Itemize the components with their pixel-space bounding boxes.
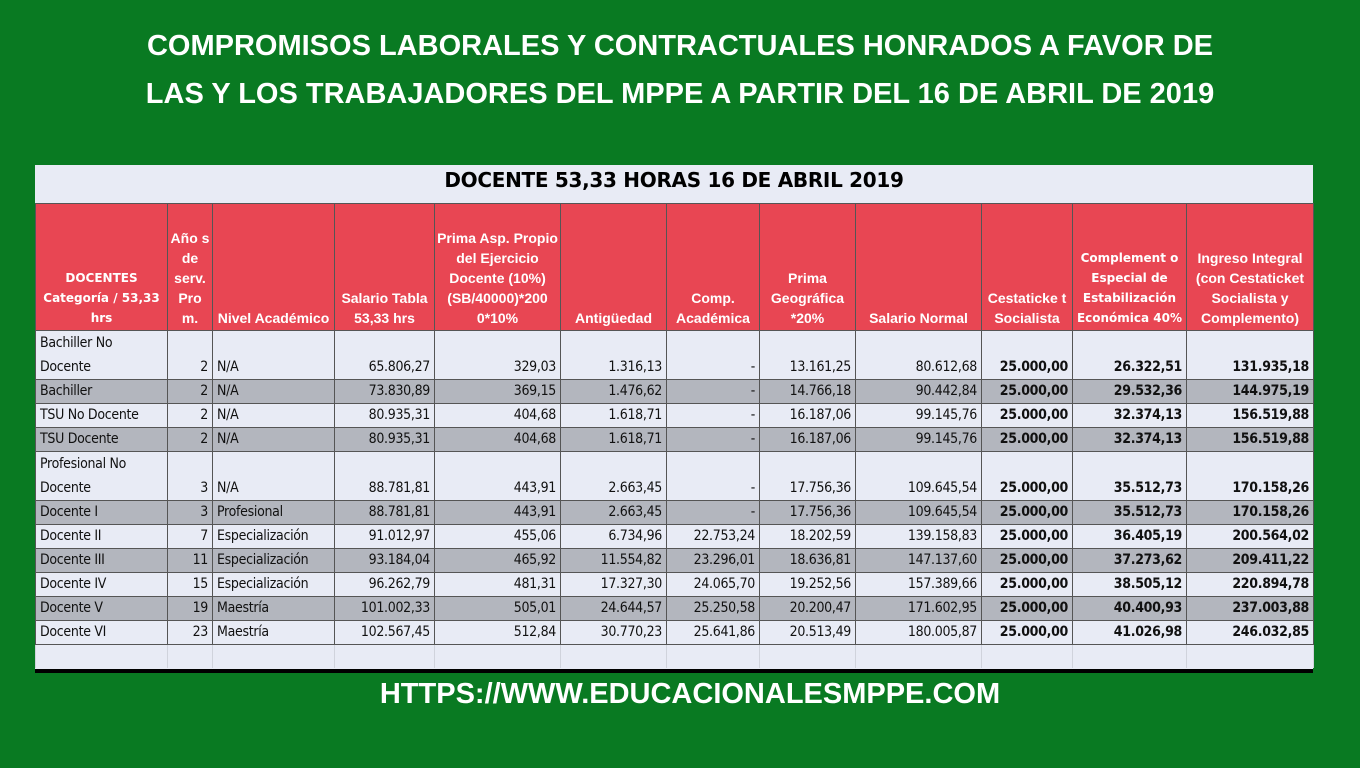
- table-cell: 25.000,00: [982, 331, 1073, 380]
- table-cell: Docente V: [36, 597, 168, 621]
- table-cell: 29.532,36: [1073, 380, 1187, 404]
- column-header: Complement o Especial de Estabilización Económica 40%: [1073, 204, 1187, 331]
- column-header: Salario Normal: [856, 204, 982, 331]
- empty-row: [36, 645, 1314, 669]
- table-cell: 2: [168, 404, 213, 428]
- table-cell: 40.400,93: [1073, 597, 1187, 621]
- column-header: Salario Tabla 53,33 hrs: [335, 204, 435, 331]
- table-cell: 32.374,13: [1073, 404, 1187, 428]
- table-cell: 99.145,76: [856, 404, 982, 428]
- table-cell: 23: [168, 621, 213, 645]
- table-cell: 443,91: [435, 501, 561, 525]
- table-cell: 512,84: [435, 621, 561, 645]
- table-bottom-border: [35, 668, 1313, 673]
- table-cell: 147.137,60: [856, 549, 982, 573]
- table-row: [36, 404, 1314, 428]
- table-cell: 156.519,88: [1187, 428, 1314, 452]
- table-cell: TSU Docente: [36, 428, 168, 452]
- table-cell: Profesional: [213, 501, 335, 525]
- table-cell: 65.806,27: [335, 331, 435, 380]
- table-cell: 139.158,83: [856, 525, 982, 549]
- table-cell: -: [667, 380, 760, 404]
- table-cell: 17.327,30: [561, 573, 667, 597]
- table-cell: 200.564,02: [1187, 525, 1314, 549]
- table-cell: 1.476,62: [561, 380, 667, 404]
- table-cell: 7: [168, 525, 213, 549]
- table-cell: 209.411,22: [1187, 549, 1314, 573]
- table-cell: N/A: [213, 331, 335, 380]
- table-cell: Especialización: [213, 549, 335, 573]
- empty-cell: [1073, 645, 1187, 669]
- table-cell: 22.753,24: [667, 525, 760, 549]
- table-cell: Docente VI: [36, 621, 168, 645]
- table-cell: 144.975,19: [1187, 380, 1314, 404]
- empty-cell: [1187, 645, 1314, 669]
- table-cell: Especialización: [213, 573, 335, 597]
- table-cell: 17.756,36: [760, 452, 856, 501]
- table-cell: 16.187,06: [760, 404, 856, 428]
- table-cell: -: [667, 452, 760, 501]
- table-cell: 17.756,36: [760, 501, 856, 525]
- table-cell: 14.766,18: [760, 380, 856, 404]
- table-cell: -: [667, 404, 760, 428]
- table-cell: Maestría: [213, 621, 335, 645]
- table-cell: 11.554,82: [561, 549, 667, 573]
- table-cell: 465,92: [435, 549, 561, 573]
- table-cell: 25.000,00: [982, 621, 1073, 645]
- table-cell: 404,68: [435, 428, 561, 452]
- table-cell: 505,01: [435, 597, 561, 621]
- empty-cell: [561, 645, 667, 669]
- table-cell: TSU No Docente: [36, 404, 168, 428]
- table-cell: 2: [168, 380, 213, 404]
- table-cell: 171.602,95: [856, 597, 982, 621]
- table-cell: Docente II: [36, 525, 168, 549]
- table-cell: 180.005,87: [856, 621, 982, 645]
- table-cell: 25.000,00: [982, 549, 1073, 573]
- table-cell: 2: [168, 331, 213, 380]
- table-cell: 15: [168, 573, 213, 597]
- table-cell: 404,68: [435, 404, 561, 428]
- table-row: [36, 573, 1314, 597]
- table-cell: 25.000,00: [982, 501, 1073, 525]
- table-cell: 91.012,97: [335, 525, 435, 549]
- table-cell: 26.322,51: [1073, 331, 1187, 380]
- table-cell: 25.000,00: [982, 380, 1073, 404]
- column-header: Cestaticke t Socialista: [982, 204, 1073, 331]
- table-cell: Bachiller No Docente: [36, 331, 168, 380]
- table-cell: 170.158,26: [1187, 501, 1314, 525]
- empty-cell: [667, 645, 760, 669]
- table-cell: 109.645,54: [856, 452, 982, 501]
- table-cell: 25.000,00: [982, 525, 1073, 549]
- page-title: [0, 22, 1360, 118]
- table-cell: 41.026,98: [1073, 621, 1187, 645]
- table-cell: Maestría: [213, 597, 335, 621]
- table-cell: N/A: [213, 380, 335, 404]
- salary-table-panel: [35, 165, 1313, 673]
- table-row: [36, 331, 1314, 380]
- empty-cell: [36, 645, 168, 669]
- table-row: [36, 597, 1314, 621]
- table-cell: 25.250,58: [667, 597, 760, 621]
- table-cell: 88.781,81: [335, 452, 435, 501]
- table-cell: 2.663,45: [561, 501, 667, 525]
- table-cell: 30.770,23: [561, 621, 667, 645]
- table-cell: 3: [168, 501, 213, 525]
- column-header: Prima Geográfica *20%: [760, 204, 856, 331]
- column-header: DOCENTES Categoría / 53,33 hrs: [36, 204, 168, 331]
- empty-cell: [335, 645, 435, 669]
- table-cell: 25.000,00: [982, 452, 1073, 501]
- table-cell: 73.830,89: [335, 380, 435, 404]
- table-row: [36, 428, 1314, 452]
- empty-cell: [760, 645, 856, 669]
- table-cell: 19: [168, 597, 213, 621]
- table-cell: 170.158,26: [1187, 452, 1314, 501]
- table-cell: 80.612,68: [856, 331, 982, 380]
- table-cell: 80.935,31: [335, 428, 435, 452]
- table-cell: 102.567,45: [335, 621, 435, 645]
- title-line-2: LAS Y LOS TRABAJADORES DEL MPPE A PARTIR DEL 16 DE ABRIL DE 2019: [145, 78, 1215, 110]
- table-row: [36, 549, 1314, 573]
- table-cell: 3: [168, 452, 213, 501]
- table-cell: 24.644,57: [561, 597, 667, 621]
- table-body: [36, 331, 1314, 669]
- table-cell: N/A: [213, 428, 335, 452]
- table-cell: Bachiller: [36, 380, 168, 404]
- table-cell: 24.065,70: [667, 573, 760, 597]
- empty-cell: [982, 645, 1073, 669]
- table-cell: 1.618,71: [561, 404, 667, 428]
- column-header: Prima Asp. Propio del Ejercicio Docente (10%) (SB/40000)*200 0*10%: [435, 204, 561, 331]
- table-cell: 93.184,04: [335, 549, 435, 573]
- table-cell: 6.734,96: [561, 525, 667, 549]
- column-header: Ingreso Integral (con Cestaticket Socialista y Complemento): [1187, 204, 1314, 331]
- table-cell: 2: [168, 428, 213, 452]
- salary-table: [35, 203, 1314, 668]
- empty-cell: [435, 645, 561, 669]
- empty-cell: [213, 645, 335, 669]
- table-row: [36, 501, 1314, 525]
- table-row: [36, 621, 1314, 645]
- table-cell: 90.442,84: [856, 380, 982, 404]
- table-cell: 25.641,86: [667, 621, 760, 645]
- column-header: Comp. Académica: [667, 204, 760, 331]
- column-header: Antigüedad: [561, 204, 667, 331]
- table-cell: 369,15: [435, 380, 561, 404]
- table-cell: 18.202,59: [760, 525, 856, 549]
- table-cell: 25.000,00: [982, 428, 1073, 452]
- table-row: [36, 452, 1314, 501]
- table-cell: 35.512,73: [1073, 501, 1187, 525]
- table-cell: -: [667, 331, 760, 380]
- title-line-1: COMPROMISOS LABORALES Y CONTRACTUALES HONRADOS A FAVOR DE: [146, 30, 1214, 62]
- table-cell: 88.781,81: [335, 501, 435, 525]
- table-cell: Profesional No Docente: [36, 452, 168, 501]
- footer-url: HTTPS://WWW.EDUCACIONALESMPPE.COM: [379, 678, 1001, 710]
- table-cell: 131.935,18: [1187, 331, 1314, 380]
- table-cell: 156.519,88: [1187, 404, 1314, 428]
- table-cell: 443,91: [435, 452, 561, 501]
- column-header: Año s de serv. Pro m.: [168, 204, 213, 331]
- table-cell: 35.512,73: [1073, 452, 1187, 501]
- table-cell: 32.374,13: [1073, 428, 1187, 452]
- table-cell: 96.262,79: [335, 573, 435, 597]
- empty-cell: [168, 645, 213, 669]
- table-cell: 20.513,49: [760, 621, 856, 645]
- table-cell: 220.894,78: [1187, 573, 1314, 597]
- table-cell: 237.003,88: [1187, 597, 1314, 621]
- table-cell: 13.161,25: [760, 331, 856, 380]
- table-cell: 1.618,71: [561, 428, 667, 452]
- table-cell: 20.200,47: [760, 597, 856, 621]
- table-cell: N/A: [213, 452, 335, 501]
- table-cell: 38.505,12: [1073, 573, 1187, 597]
- table-cell: 1.316,13: [561, 331, 667, 380]
- table-cell: Docente III: [36, 549, 168, 573]
- table-cell: 11: [168, 549, 213, 573]
- table-cell: 80.935,31: [335, 404, 435, 428]
- table-cell: 481,31: [435, 573, 561, 597]
- table-cell: 99.145,76: [856, 428, 982, 452]
- table-cell: 23.296,01: [667, 549, 760, 573]
- table-cell: 329,03: [435, 331, 561, 380]
- table-cell: 25.000,00: [982, 597, 1073, 621]
- table-row: [36, 380, 1314, 404]
- table-title: DOCENTE 53,33 HORAS 16 DE ABRIL 2019: [444, 168, 904, 192]
- table-cell: Docente I: [36, 501, 168, 525]
- table-cell: 109.645,54: [856, 501, 982, 525]
- table-cell: 18.636,81: [760, 549, 856, 573]
- empty-cell: [856, 645, 982, 669]
- table-cell: 25.000,00: [982, 573, 1073, 597]
- table-cell: 101.002,33: [335, 597, 435, 621]
- table-cell: N/A: [213, 404, 335, 428]
- column-header: Nivel Académico: [213, 204, 335, 331]
- table-cell: 16.187,06: [760, 428, 856, 452]
- table-cell: 25.000,00: [982, 404, 1073, 428]
- table-cell: 36.405,19: [1073, 525, 1187, 549]
- table-cell: 455,06: [435, 525, 561, 549]
- table-cell: Especialización: [213, 525, 335, 549]
- table-cell: 2.663,45: [561, 452, 667, 501]
- table-cell: 157.389,66: [856, 573, 982, 597]
- table-cell: -: [667, 501, 760, 525]
- table-cell: 19.252,56: [760, 573, 856, 597]
- table-header-row: [36, 204, 1314, 331]
- table-row: [36, 525, 1314, 549]
- table-cell: -: [667, 428, 760, 452]
- table-cell: Docente IV: [36, 573, 168, 597]
- table-cell: 37.273,62: [1073, 549, 1187, 573]
- table-cell: 246.032,85: [1187, 621, 1314, 645]
